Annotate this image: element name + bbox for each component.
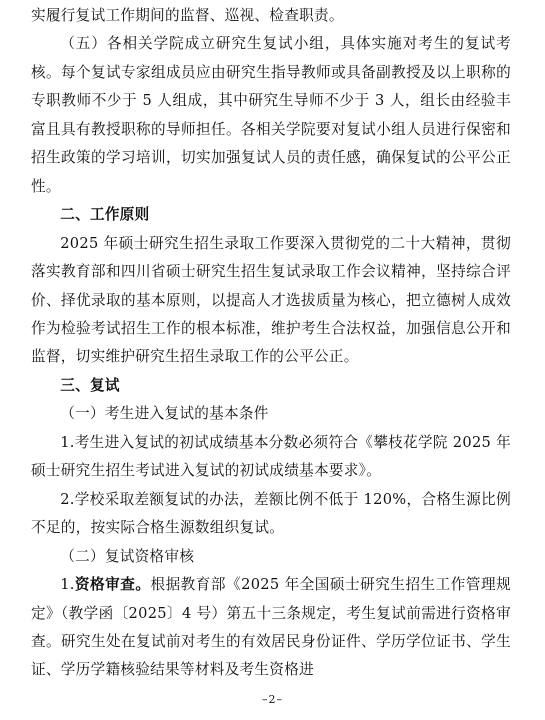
paragraph-review-groups: （五）各相关学院成立研究生复试小组，具体实施对考生的复试考核。每个复试专家组成员应由研究生指导教师或具备副教授及以上职称的专职教师不少于 5 人组成，其中研究生导师不少于 3 人，组长由经验丰富且具有教授职称的导师担任。各相关学院要对复试小组人员进行保密和招生政策的学习培训，切实加强复试人员的责任感，确保复试的公平公正性。 bbox=[31, 35, 511, 195]
page-number: –2– bbox=[262, 693, 283, 706]
paragraph-work-principles: 2025 年硕士研究生招生录取工作要深入贯彻党的二十大精神，贯彻落实教育部和四川省硕士研究生招生复试录取工作会议精神，坚持综合评价、择优录取的基本原则，以提高人才选拔质量为核心，把立德树人成效作为检验考试招生工作的根本标准，维护考生合法权益，加强信息公开和监督，切实维护研究生招生录取工作的公平公正。 bbox=[31, 234, 511, 366]
paragraph-text: 根据教育部《2025 年全国硕士研究生招生工作管理规定》（教学函〔2025〕4 号）第五十三条规定，考生复试前需进行资格审查。研究生处在复试前对考生的有效居民身份证件、学历学位证书、学生证、学历学籍核验结果等材料及考生资格进 bbox=[31, 576, 511, 679]
paragraph-continuation: 实履行复试工作期间的监督、巡视、检查职责。 bbox=[31, 7, 344, 24]
paragraph-condition-2: 2.学校采取差额复试的办法，差额比例不低于 120%，合格生源比例不足的，按实际合格生源数组织复试。 bbox=[31, 490, 511, 537]
subheading-qualification-review: （二）复试资格审核 bbox=[60, 547, 195, 565]
subheading-basic-conditions: （一）考生进入复试的基本条件 bbox=[60, 405, 269, 423]
page-body bbox=[31, 2, 511, 685]
paragraph-qualification-check bbox=[31, 571, 511, 685]
item-number: 1. bbox=[60, 576, 75, 594]
heading-reexam: 三、复试 bbox=[60, 376, 120, 394]
bold-term: 资格审查。 bbox=[74, 576, 151, 594]
heading-work-principles: 二、工作原则 bbox=[60, 206, 150, 224]
paragraph-condition-1: 1.考生进入复试的初试成绩基本分数必须符合《攀枝花学院 2025 年硕士研究生招生考试进入复试的初试成绩基本要求》。 bbox=[31, 433, 511, 480]
